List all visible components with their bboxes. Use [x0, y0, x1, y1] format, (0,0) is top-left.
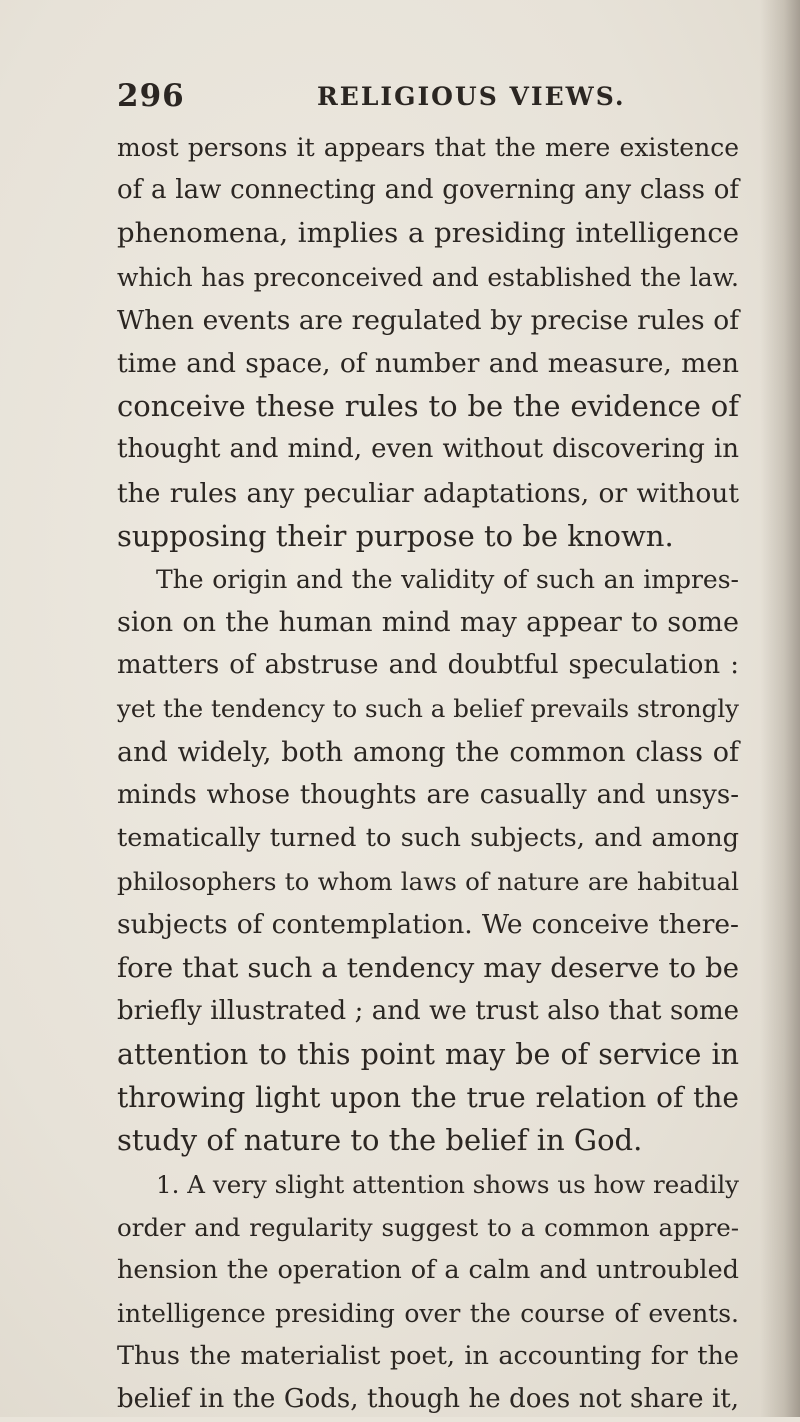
text-line: which has preconceived and established the law. [117, 262, 739, 292]
text-line: matters of abstruse and doubtful speculation : [117, 650, 739, 681]
text-line: belief in the Gods, though he does not share it, [117, 1384, 739, 1415]
text-line: order and regularity suggest to a common appre- [117, 1212, 739, 1242]
page-number: 296 [117, 78, 185, 114]
text-line: the rules any peculiar adaptations, or without [117, 477, 739, 509]
text-line: subjects of contemplation. We conceive there- [117, 909, 739, 941]
text-line: Thus the materialist poet, in accounting for the [117, 1341, 739, 1372]
text-line: tematically turned to such subjects, and among [117, 823, 739, 853]
text-line: and widely, both among the common class of [117, 736, 739, 768]
text-line: throwing light upon the true relation of the [117, 1081, 739, 1115]
text-line: conceive these rules to be the evidence of [117, 389, 739, 424]
text-line: hension the operation of a calm and untroubled [117, 1254, 739, 1285]
paragraph-first-line: 1. A very slight attention shows us how readily [156, 1169, 739, 1199]
text-line: of a law connecting and governing any class of [117, 175, 739, 206]
text-line: study of nature to the belief in God. [117, 1123, 643, 1158]
text-line: yet the tendency to such a belief prevails strongly [117, 694, 739, 724]
text-line: attention to this point may be of service in [117, 1037, 739, 1071]
body-text [117, 126, 739, 1422]
text-line: supposing their purpose to be known. [117, 518, 674, 553]
text-line: briefly illustrated ; and we trust also that some [117, 995, 739, 1026]
text-line: most persons it appears that the mere existence [117, 133, 739, 162]
text-line: minds whose thoughts are casually and unsys- [117, 779, 739, 810]
running-head [117, 78, 677, 118]
text-line: time and space, of number and measure, men [117, 347, 739, 379]
running-head-title: RELIGIOUS VIEWS. [317, 82, 626, 111]
text-line: When events are regulated by precise rules of [117, 304, 739, 336]
text-line: phenomena, implies a presiding intelligence [117, 217, 739, 250]
page-edge-shadow [760, 0, 800, 1417]
text-line: fore that such a tendency may deserve to be [117, 951, 739, 984]
text-line: philosophers to whom laws of nature are habitual [117, 867, 739, 897]
paragraph-first-line: The origin and the validity of such an impres- [156, 564, 739, 594]
text-line: intelligence presiding over the course of events. [117, 1299, 739, 1329]
text-line: thought and mind, even without discovering in [117, 434, 739, 465]
text-line: sion on the human mind may appear to some [117, 607, 739, 639]
